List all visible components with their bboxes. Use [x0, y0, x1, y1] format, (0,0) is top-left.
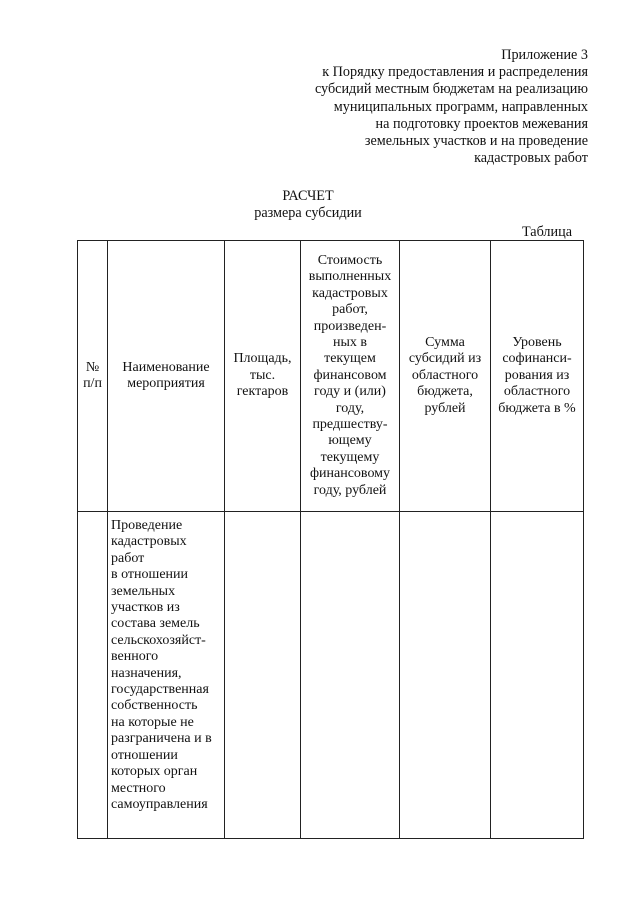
- header-cell-cofinancing: [491, 241, 584, 512]
- appendix-line: кадастровых работ: [474, 150, 588, 167]
- cell-name: [108, 512, 225, 839]
- cell-name-lines: [111, 518, 222, 813]
- text-line: году, рублей: [313, 482, 387, 498]
- text-line: работ,: [332, 302, 368, 318]
- text-line: текущем: [324, 351, 376, 367]
- text-line: в отношении: [111, 567, 189, 583]
- header-cell-name: [108, 241, 225, 512]
- text-line: назначения,: [111, 665, 182, 681]
- appendix-block: [315, 47, 588, 167]
- text-line: состава земель: [111, 616, 200, 632]
- header-lines: [491, 335, 583, 417]
- text-line: местного: [111, 780, 166, 796]
- text-line: финансовом: [313, 367, 387, 383]
- document-subtitle: размера субсидии: [254, 205, 362, 221]
- cell-number: [78, 512, 108, 839]
- appendix-line: на подготовку проектов межевания: [375, 115, 588, 132]
- text-line: венного: [111, 649, 159, 665]
- text-line: рублей: [424, 400, 466, 416]
- table-row: [78, 512, 584, 839]
- text-line: п/п: [83, 376, 102, 391]
- text-line: на которые не: [111, 714, 194, 730]
- text-line: финансовому: [309, 466, 391, 482]
- calculation-table: [77, 240, 584, 839]
- cell-area: [225, 512, 301, 839]
- text-line: мероприятия: [127, 376, 205, 391]
- header-lines: [301, 253, 399, 499]
- text-line: участков из: [111, 600, 180, 616]
- header-lines: [108, 360, 224, 393]
- header-cell-cost: [301, 241, 400, 512]
- text-line: кадастровых: [312, 285, 388, 301]
- text-line: выполненных: [308, 269, 392, 285]
- text-line: Площадь,: [233, 351, 292, 367]
- text-line: Уровень: [512, 334, 562, 350]
- appendix-line: к Порядку предоставления и распределения: [322, 64, 588, 81]
- text-line: Наименование: [122, 359, 210, 375]
- cell-subsidy: [400, 512, 491, 839]
- header-lines: [400, 335, 490, 417]
- header-lines: [225, 351, 300, 400]
- text-line: произведен-: [313, 318, 387, 334]
- header-cell-subsidy: [400, 241, 491, 512]
- text-line: предшеству-: [312, 417, 388, 433]
- text-line: Стоимость: [317, 252, 383, 268]
- appendix-line: муниципальных программ, направленных: [333, 98, 588, 115]
- document-title: РАСЧЕТ: [282, 188, 334, 204]
- text-line: текущему: [320, 449, 380, 465]
- text-line: ющему: [328, 433, 372, 449]
- text-line: отношении: [111, 747, 178, 763]
- text-line: тыс.: [249, 367, 276, 383]
- table-label: Таблица: [521, 224, 572, 240]
- cell-cofinancing: [491, 512, 584, 839]
- text-line: субсидий из: [408, 351, 482, 367]
- text-line: областного: [411, 367, 479, 383]
- cell-cost: [301, 512, 400, 839]
- text-line: бюджета в %: [498, 400, 576, 416]
- text-line: работ: [111, 550, 145, 566]
- text-line: кадастровых: [111, 534, 187, 550]
- text-line: областного: [503, 384, 571, 400]
- header-lines: [78, 360, 107, 393]
- table-header-row: [78, 241, 584, 512]
- text-line: самоуправления: [111, 796, 208, 812]
- text-line: софинанси-: [502, 351, 572, 367]
- text-line: которых орган: [111, 764, 198, 780]
- text-line: Сумма: [425, 334, 465, 350]
- text-line: Проведение: [111, 518, 183, 533]
- text-line: рования из: [504, 367, 570, 383]
- text-line: разграничена и в: [111, 731, 212, 747]
- header-cell-area: [225, 241, 301, 512]
- text-line: №: [85, 359, 100, 375]
- text-line: земельных: [111, 583, 176, 599]
- text-line: сельскохозяйст-: [111, 632, 206, 648]
- text-line: году и (или): [314, 384, 386, 400]
- text-line: гектаров: [236, 384, 289, 400]
- header-cell-number: [78, 241, 108, 512]
- text-line: ных в: [332, 334, 367, 350]
- text-line: собственность: [111, 698, 198, 714]
- text-line: бюджета,: [417, 384, 473, 400]
- appendix-line: субсидий местным бюджетам на реализацию: [314, 81, 588, 98]
- appendix-line: земельных участков и на проведение: [364, 133, 588, 150]
- text-line: государственная: [111, 682, 209, 698]
- text-line: году,: [335, 400, 365, 416]
- appendix-line: Приложение 3: [501, 47, 588, 63]
